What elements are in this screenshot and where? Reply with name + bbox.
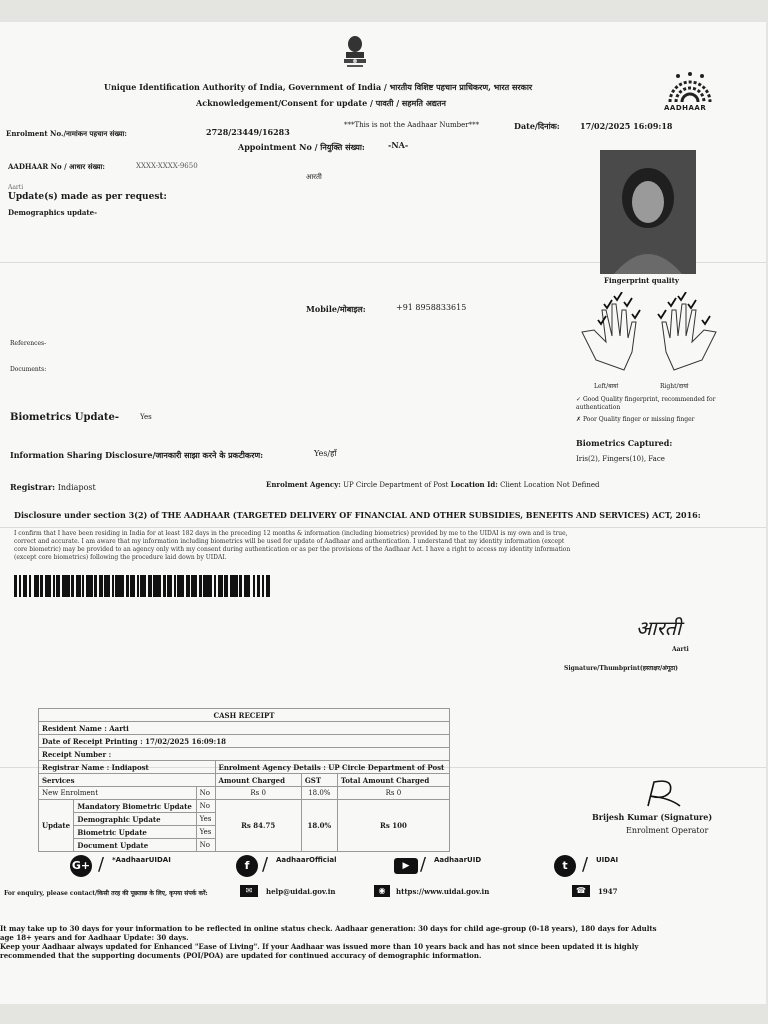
update-item-name: Demographic Update bbox=[74, 813, 196, 826]
update-item-flag: No bbox=[196, 839, 215, 852]
sharing-value: Yes/हाँ bbox=[314, 449, 337, 458]
website-link[interactable]: https://www.uidai.gov.in bbox=[396, 887, 490, 896]
facebook-icon: f bbox=[236, 855, 258, 877]
twitter-icon: t bbox=[554, 855, 576, 877]
receipt-agency: Enrolment Agency Details : UP Circle Department of Post bbox=[215, 761, 449, 774]
appointment-value: -NA- bbox=[388, 140, 409, 150]
update-item-flag: Yes bbox=[196, 826, 215, 839]
footer-line-1: It may take up to 30 days for your information to be reflected in online status check. Aadhaar generation: 30 days for child age-group (0-18 years), 180 days for Adults bbox=[0, 924, 657, 933]
hands-icon bbox=[574, 292, 724, 376]
new-enrolment-amount: Rs 0 bbox=[215, 787, 301, 800]
youtube-icon: ▶ bbox=[394, 858, 418, 874]
update-label: Update bbox=[39, 800, 74, 852]
header-line-1: Unique Identification Authority of India, Government of India / भारतीय विशिष्ट पहचान प्राधिकरण, भारत सरकार bbox=[104, 82, 533, 92]
references-label: References- bbox=[10, 340, 47, 347]
facebook-handle: AadhaarOfficial bbox=[276, 856, 337, 864]
biometrics-captured-label: Biometrics Captured: bbox=[576, 438, 673, 448]
header-line-2: Acknowledgement/Consent for update / पावती / सहमति अद्यतन bbox=[196, 98, 446, 108]
update-amount: Rs 84.75 bbox=[215, 800, 301, 852]
receipt-title: CASH RECEIPT bbox=[39, 709, 450, 722]
aadhaar-logo-text: AADHAAR bbox=[664, 104, 707, 112]
resident-photo bbox=[600, 150, 696, 274]
operator-role: Enrolment Operator bbox=[626, 826, 709, 835]
web-icon: ◉ bbox=[374, 885, 390, 897]
update-item-name: Mandatory Biometric Update bbox=[74, 800, 196, 813]
biometrics-update-label: Biometrics Update- bbox=[10, 412, 120, 423]
twitter-handle: UIDAI bbox=[596, 856, 619, 864]
email-icon: ✉ bbox=[240, 885, 258, 897]
receipt-resident-name: Resident Name : Aarti bbox=[39, 722, 450, 735]
new-enrolment-flag: No bbox=[196, 787, 215, 800]
col-total: Total Amount Charged bbox=[337, 774, 449, 787]
slash-divider: / bbox=[262, 854, 269, 875]
registrar-label: Registrar: bbox=[10, 482, 56, 492]
update-item-flag: Yes bbox=[196, 813, 215, 826]
documents-label: Documents: bbox=[10, 366, 47, 373]
disclosure-line-1: I confirm that I have been residing in India for at least 182 days in the preceding 12 months & information (including biometrics) provided by me to the UIDAI is my own and is true, bbox=[14, 530, 568, 537]
receipt-number: Receipt Number : bbox=[39, 748, 450, 761]
national-emblem-icon bbox=[338, 34, 372, 74]
date-label: Date/दिनांक: bbox=[514, 121, 560, 131]
aadhaar-no-value: XXXX-XXXX-9650 bbox=[136, 162, 198, 170]
resident-photo-image bbox=[600, 150, 696, 274]
footer-line-4: recommended that the supporting documents (POI/POA) are updated for continued accuracy of demographic information. bbox=[0, 951, 482, 960]
disclosure-title: Disclosure under section 3(2) of THE AADHAAR (TARGETED DELIVERY OF FINANCIAL AND OTHER SUBSIDIES, BENEFITS AND SERVICES) ACT, 2016: bbox=[14, 510, 701, 520]
fingerprint-quality-title: Fingerprint quality bbox=[604, 276, 679, 285]
update-item-name: Document Update bbox=[74, 839, 196, 852]
sharing-label: Information Sharing Disclosure/जानकारी साझा करने के प्रकटीकरण: bbox=[10, 450, 264, 460]
new-enrolment-label: New Enrolment bbox=[39, 787, 197, 800]
biometrics-captured-value: Iris(2), Fingers(10), Face bbox=[576, 455, 665, 463]
agency-value: UP Circle Department of Post bbox=[343, 481, 449, 489]
agency-label: Enrolment Agency: bbox=[266, 480, 341, 489]
resident-name-hi: आरती bbox=[306, 173, 322, 181]
legend-good bbox=[576, 396, 726, 412]
check-icon: ✓ bbox=[576, 396, 582, 403]
resident-signature-name: Aarti bbox=[672, 646, 689, 653]
paper-fold bbox=[0, 527, 766, 528]
mobile-label: Mobile/मोबाइल: bbox=[306, 304, 366, 314]
demographics-update: Demographics update- bbox=[8, 208, 98, 217]
enquiry-text: For enquiry, please contact/किसी तरह की पूछताछ के लिए, कृपया संपर्क करें: bbox=[4, 890, 208, 897]
left-hand-label: Left/बायां bbox=[594, 383, 619, 390]
phone-icon: ☎ bbox=[572, 885, 590, 897]
biometrics-update-value: Yes bbox=[140, 413, 152, 421]
resident-signature-caption: Signature/Thumbprint(हस्ताक्षर/अंगूठा) bbox=[564, 665, 678, 672]
disclosure-line-4: (except core biometrics) following the procedure laid down by UIDAI. bbox=[14, 554, 227, 561]
update-total: Rs 100 bbox=[337, 800, 449, 852]
registrar bbox=[10, 482, 96, 492]
enrolment-agency bbox=[266, 480, 599, 489]
location-label: Location Id: bbox=[450, 480, 498, 489]
col-amount: Amount Charged bbox=[215, 774, 301, 787]
resident-signature: आरती bbox=[636, 616, 682, 640]
update-item-flag: No bbox=[196, 800, 215, 813]
footer-line-2: age 18+ years and for Aadhaar Update: 30 days. bbox=[0, 933, 189, 942]
legend-good-text: Good Quality fingerprint, recommended for authentication bbox=[576, 396, 716, 411]
not-aadhaar-note: ***This is not the Aadhaar Number*** bbox=[344, 121, 480, 129]
legend-poor bbox=[576, 416, 726, 424]
appointment-label: Appointment No / नियुक्ति संख्या: bbox=[238, 142, 365, 152]
new-enrolment-gst: 18.0% bbox=[301, 787, 337, 800]
aadhaar-no-label: AADHAAR No / आधार संख्या: bbox=[8, 162, 106, 171]
slash-divider: / bbox=[98, 854, 105, 875]
update-item-name: Biometric Update bbox=[74, 826, 196, 839]
new-enrolment-total: Rs 0 bbox=[337, 787, 449, 800]
enrolment-label: Enrolment No./नामांकन पहचान संख्या: bbox=[6, 129, 127, 138]
phone-number: 1947 bbox=[598, 887, 618, 896]
cash-receipt-table bbox=[38, 708, 450, 852]
slash-divider: / bbox=[582, 854, 589, 875]
aadhaar-sun-icon bbox=[660, 72, 720, 104]
slash-divider: / bbox=[420, 854, 427, 875]
update-gst: 18.0% bbox=[301, 800, 337, 852]
disclosure-line-2: correct and accurate. I am aware that my information including biometrics will be used for update of Aadhaar and authentication. I understand that my identity information (except bbox=[14, 538, 565, 545]
google-plus-icon: G+ bbox=[70, 855, 92, 877]
registrar-value: Indiapost bbox=[57, 483, 96, 492]
footer-line-3: Keep your Aadhaar always updated for Enhanced "Ease of Living". If your Aadhaar was issued more than 10 years back and has not since been updated it is highly bbox=[0, 942, 639, 951]
mobile-value: +91 8958833615 bbox=[396, 303, 467, 312]
operator-name: Brijesh Kumar (Signature) bbox=[592, 812, 713, 822]
operator-signature-mark bbox=[640, 778, 688, 810]
right-hand-label: Right/दायां bbox=[660, 383, 689, 390]
disclosure-line-3: core biometric) may be provided to an agency only with my consent during authentication or as per the provisions of the Aadhaar Act. I have a right to access my identity information bbox=[14, 546, 571, 553]
email-link[interactable]: help@uidai.gov.in bbox=[266, 887, 336, 896]
gplus-handle: *AadhaarUIDAI bbox=[112, 856, 171, 864]
youtube-handle: AadhaarUID bbox=[434, 856, 482, 864]
cross-icon: ✗ bbox=[576, 416, 582, 423]
updates-heading: Update(s) made as per request: bbox=[8, 192, 167, 202]
aadhaar-logo bbox=[660, 72, 720, 116]
legend-poor-text: Poor Quality finger or missing finger bbox=[582, 416, 695, 423]
enrolment-number: 2728/23449/16283 bbox=[206, 127, 290, 137]
col-gst: GST bbox=[301, 774, 337, 787]
resident-name-en: Aarti bbox=[8, 184, 24, 191]
date-value: 17/02/2025 16:09:18 bbox=[580, 121, 673, 131]
col-services: Services bbox=[39, 774, 216, 787]
receipt-date: Date of Receipt Printing : 17/02/2025 16:09:18 bbox=[39, 735, 450, 748]
location-value: Client Location Not Defined bbox=[500, 481, 600, 489]
receipt-registrar: Registrar Name : Indiapost bbox=[39, 761, 216, 774]
barcode bbox=[14, 575, 330, 597]
